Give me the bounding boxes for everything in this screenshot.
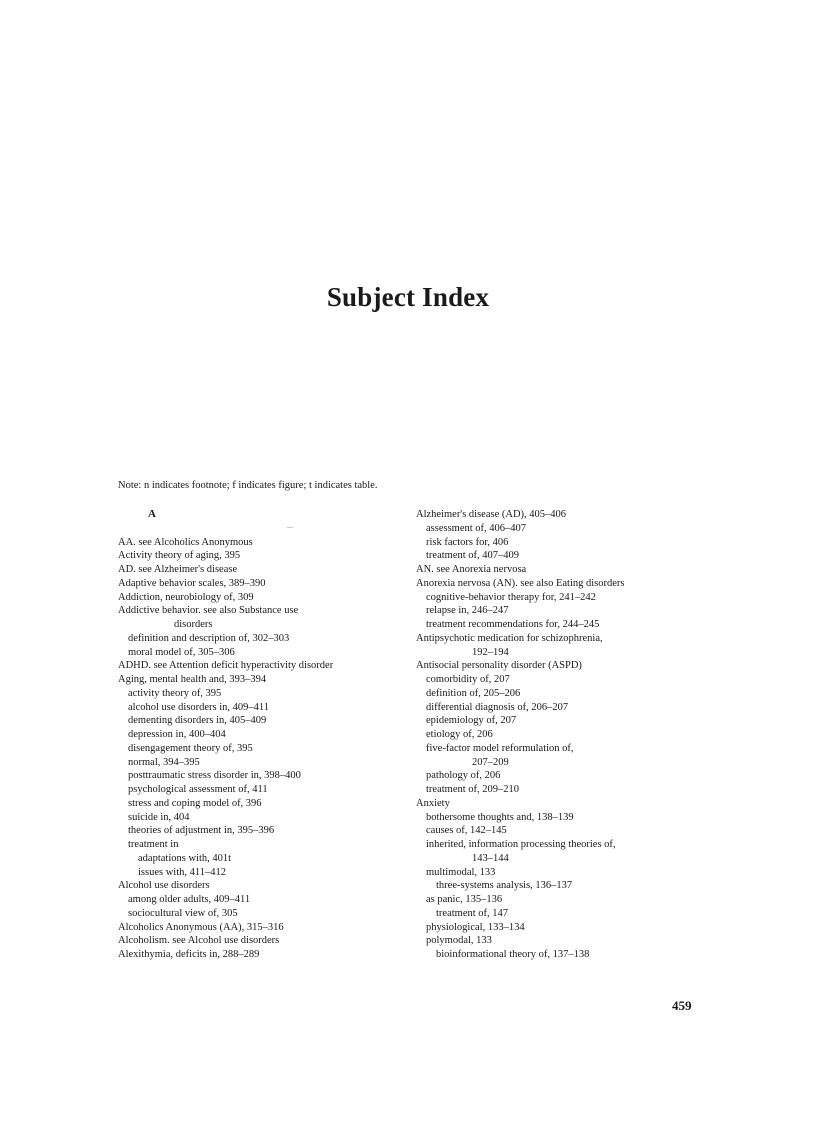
index-subentry: posttraumatic stress disorder in, 398–400 bbox=[128, 770, 301, 782]
index-subentry: moral model of, 305–306 bbox=[128, 646, 235, 658]
index-subentry: physiological, 133–134 bbox=[426, 921, 525, 933]
index-entry-continuation: 192–194 bbox=[472, 646, 509, 658]
index-subentry: cognitive-behavior therapy for, 241–242 bbox=[426, 591, 596, 603]
index-subentry: normal, 394–395 bbox=[128, 756, 200, 768]
index-entry: Alcohol use disorders bbox=[118, 880, 210, 892]
index-subentry: treatment recommendations for, 244–245 bbox=[426, 619, 600, 630]
index-column-right bbox=[416, 508, 696, 962]
index-subentry: alcohol use disorders in, 409–411 bbox=[128, 701, 270, 713]
index-entry: Alcoholics Anonymous (AA), 315–316 bbox=[118, 921, 284, 933]
index-entry: ADHD. see Attention deficit hyperactivity disorder bbox=[118, 660, 334, 672]
index-subentry: dementing disorders in, 405–409 bbox=[128, 715, 267, 727]
index-subentry: among older adults, 409–411 bbox=[128, 894, 251, 905]
index-entry-continuation: disorders bbox=[174, 619, 213, 630]
index-entry: Antipsychotic medication for schizophrenia, bbox=[416, 632, 603, 644]
index-entry: AD. see Alzheimer's disease bbox=[118, 564, 238, 575]
index-entry: Activity theory of aging, 395 bbox=[118, 550, 241, 562]
index-subentry: multimodal, 133 bbox=[426, 866, 496, 878]
index-subentry: treatment of, 407–409 bbox=[426, 550, 520, 562]
index-entry: Alcoholism. see Alcohol use disorders bbox=[118, 935, 280, 947]
index-subentry: suicide in, 404 bbox=[128, 811, 190, 823]
index-entry: Alexithymia, deficits in, 288–289 bbox=[118, 949, 260, 960]
index-entry: Adaptive behavior scales, 389–390 bbox=[118, 577, 266, 589]
index-subentry: treatment in bbox=[128, 839, 179, 850]
index-entry: Anorexia nervosa (AN). see also Eating disorders bbox=[416, 577, 625, 589]
index-entry: Addictive behavior. see also Substance use bbox=[118, 605, 299, 617]
index-subentry: bioinformational theory of, 137–138 bbox=[436, 949, 590, 960]
index-subentry: epidemiology of, 207 bbox=[426, 715, 517, 727]
index-entry-continuation: 207–209 bbox=[472, 756, 509, 768]
index-subentry: as panic, 135–136 bbox=[426, 894, 503, 905]
index-subentry: five-factor model reformulation of, bbox=[426, 742, 574, 754]
page-title: Subject Index bbox=[326, 282, 490, 312]
index-column-left bbox=[118, 508, 418, 962]
index-subentry: differential diagnosis of, 206–207 bbox=[426, 701, 569, 713]
right-entries bbox=[416, 508, 696, 962]
index-subentry: comorbidity of, 207 bbox=[426, 674, 510, 685]
index-subentry: definition and description of, 302–303 bbox=[128, 632, 290, 644]
index-subentry: adaptations with, 401t bbox=[138, 852, 232, 864]
index-subentry: sociocultural view of, 305 bbox=[128, 907, 238, 919]
index-subentry: three-systems analysis, 136–137 bbox=[436, 880, 573, 892]
index-entry: Aging, mental health and, 393–394 bbox=[118, 674, 267, 685]
index-subentry: issues with, 411–412 bbox=[138, 866, 226, 878]
index-subentry: treatment of, 209–210 bbox=[426, 784, 520, 795]
index-subentry: theories of adjustment in, 395–396 bbox=[128, 825, 275, 837]
index-note: Note: n indicates footnote; f indicates figure; t indicates table. bbox=[118, 480, 378, 491]
index-subentry: psychological assessment of, 411 bbox=[128, 784, 268, 795]
index-subentry: assessment of, 406–407 bbox=[426, 522, 527, 534]
index-subentry: stress and coping model of, 396 bbox=[128, 797, 262, 809]
index-subentry: etiology of, 206 bbox=[426, 729, 493, 740]
index-subentry: treatment of, 147 bbox=[436, 907, 509, 919]
index-subentry: definition of, 205–206 bbox=[426, 687, 521, 699]
index-entry: Alzheimer's disease (AD), 405–406 bbox=[416, 509, 567, 520]
index-entry: Anxiety bbox=[416, 797, 450, 809]
index-entry: AA. see Alcoholics Anonymous bbox=[118, 536, 253, 548]
index-subentry: relapse in, 246–247 bbox=[426, 605, 509, 617]
index-subentry: polymodal, 133 bbox=[426, 935, 492, 947]
index-subentry: disengagement theory of, 395 bbox=[128, 742, 253, 754]
index-entry-continuation: 143–144 bbox=[472, 852, 509, 864]
index-entry: Antisocial personality disorder (ASPD) bbox=[416, 660, 582, 672]
section-letter: A bbox=[148, 508, 156, 520]
index-subentry: bothersome thoughts and, 138–139 bbox=[426, 811, 574, 823]
index-subentry: causes of, 142–145 bbox=[426, 825, 507, 837]
index-subentry: activity theory of, 395 bbox=[128, 687, 222, 699]
index-entry: AN. see Anorexia nervosa bbox=[416, 564, 527, 575]
index-subentry: risk factors for, 406 bbox=[426, 536, 509, 548]
index-subentry: inherited, information processing theories of, bbox=[426, 839, 616, 850]
index-subentry: depression in, 400–404 bbox=[128, 729, 226, 740]
page-number: 459 bbox=[672, 998, 692, 1013]
index-subentry: pathology of, 206 bbox=[426, 770, 501, 782]
left-entries bbox=[118, 536, 418, 962]
index-entry: Addiction, neurobiology of, 309 bbox=[118, 591, 254, 603]
